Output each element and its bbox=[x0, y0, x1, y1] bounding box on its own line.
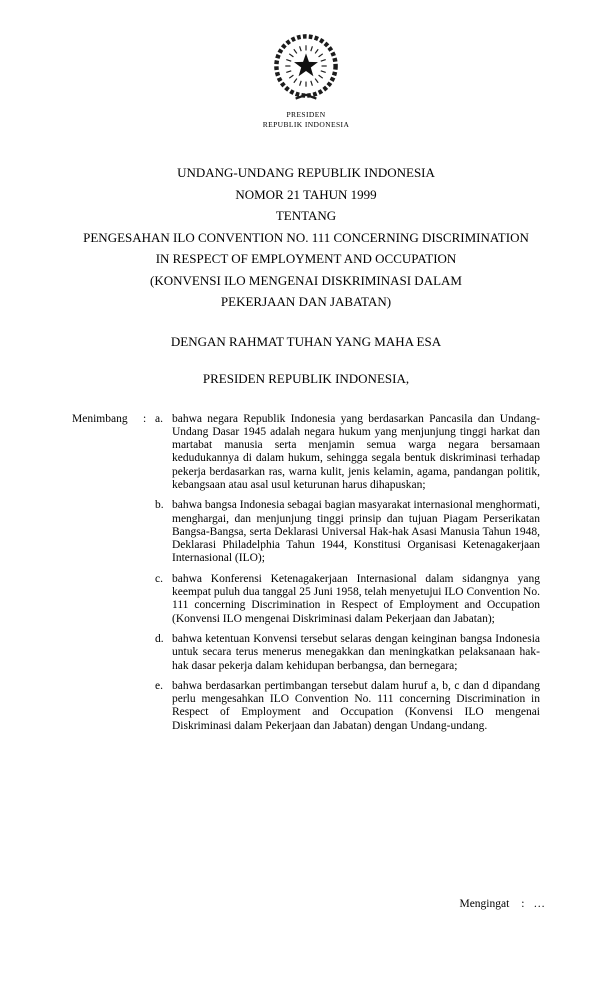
title-line-1: UNDANG-UNDANG REPUBLIK INDONESIA bbox=[177, 165, 435, 180]
title-line-5: IN RESPECT OF EMPLOYMENT AND OCCUPATION bbox=[155, 251, 457, 266]
letterhead bbox=[0, 0, 612, 130]
title-line-2: NOMOR 21 TAHUN 1999 bbox=[235, 186, 377, 202]
item-letter: e. bbox=[155, 679, 163, 692]
item-text: bahwa ketentuan Konvensi tersebut selaras dengan keinginan bangsa Indonesia untuk secara terus menerus menegakkan dan meningkatkan pelaksanaan hak-hak dasar pekerja dalam kehidupan berbangsa, dan bernegara; bbox=[172, 632, 540, 672]
menimbang-item-e bbox=[155, 680, 540, 733]
presiden-line: PRESIDEN REPUBLIK INDONESIA, bbox=[202, 370, 410, 386]
title-block bbox=[0, 162, 612, 313]
item-letter: d. bbox=[155, 632, 164, 645]
title-line-3: TENTANG bbox=[275, 208, 337, 223]
menimbang-item-a bbox=[155, 413, 540, 493]
mengingat-colon: : bbox=[521, 898, 525, 910]
menimbang-section bbox=[0, 413, 612, 741]
item-text: bahwa Konferensi Ketenagakerjaan Internasional dalam sidangnya yang keempat puluh dua tanggal 25 Juni 1958, telah menyetujui ILO Convention No. 111 concerning Discrimination in Respect of Employment and Occupation (Konvensi ILO mengenai Diskriminasi dalam Pekerjaan dan Jabatan); bbox=[172, 572, 540, 625]
menimbang-item-b bbox=[155, 499, 540, 565]
item-text: bahwa negara Republik Indonesia yang berdasarkan Pancasila dan Undang-Undang Dasar 1945 adalah negara hukum yang menjunjung tinggi harkat dan martabat manusia serta menjamin semua warga negara bersamaan kedudukannya di dalam hukum, sehingga segala bentuk diskriminasi terhadap pekerja berdasarkan ras, warna kulit, jenis kelamin, agama, pandangan politik, kebangsaan atau asal usul keturunan harus dihapuskan; bbox=[172, 412, 540, 491]
menimbang-item-d bbox=[155, 633, 540, 673]
title-line-4: PENGESAHAN ILO CONVENTION NO. 111 CONCERNING DISCRIMINATION bbox=[83, 229, 529, 245]
menimbang-items bbox=[155, 413, 540, 741]
presidential-seal-icon bbox=[269, 26, 343, 106]
letterhead-presiden: PRESIDEN bbox=[286, 110, 326, 119]
item-text: bahwa bangsa Indonesia sebagai bagian masyarakat internasional menghormati, menghargai, dan menjunjung tinggi prinsip dan tujuan Piagam Perserikatan Bangsa-Bangsa, serta Deklarasi Universal Hak-hak Asasi Manusia Tahun 1948, Deklarasi Philadelphia Tahun 1944, Konstitusi Organisasi Ketenagakerjaan Internasional (ILO); bbox=[172, 499, 540, 565]
item-letter: c. bbox=[155, 572, 163, 585]
menimbang-item-c bbox=[155, 573, 540, 626]
title-line-6: (KONVENSI ILO MENGENAI DISKRIMINASI DALAM bbox=[150, 272, 462, 288]
mengingat-catchword bbox=[459, 898, 545, 910]
item-text: bahwa berdasarkan pertimbangan tersebut dalam huruf a, b, c dan d dipandang perlu mengesahkan ILO Convention No. 111 concerning Discrimination in Respect of Employment and Occupation (Konvensi ILO mengenai Diskriminasi dalam Pekerjaan dan Jabatan) dengan Undang-undang. bbox=[172, 679, 540, 732]
rahmat-line: DENGAN RAHMAT TUHAN YANG MAHA ESA bbox=[170, 333, 442, 349]
item-letter: b. bbox=[155, 499, 164, 512]
title-line-7: PEKERJAAN DAN JABATAN) bbox=[220, 294, 392, 309]
menimbang-label: Menimbang bbox=[72, 412, 128, 425]
menimbang-colon: : bbox=[143, 412, 147, 425]
mengingat-ellipsis: … bbox=[533, 898, 545, 910]
letterhead-republik-indonesia: REPUBLIK INDONESIA bbox=[262, 120, 350, 129]
item-letter: a. bbox=[155, 412, 163, 425]
mengingat-label: Mengingat bbox=[459, 898, 510, 910]
